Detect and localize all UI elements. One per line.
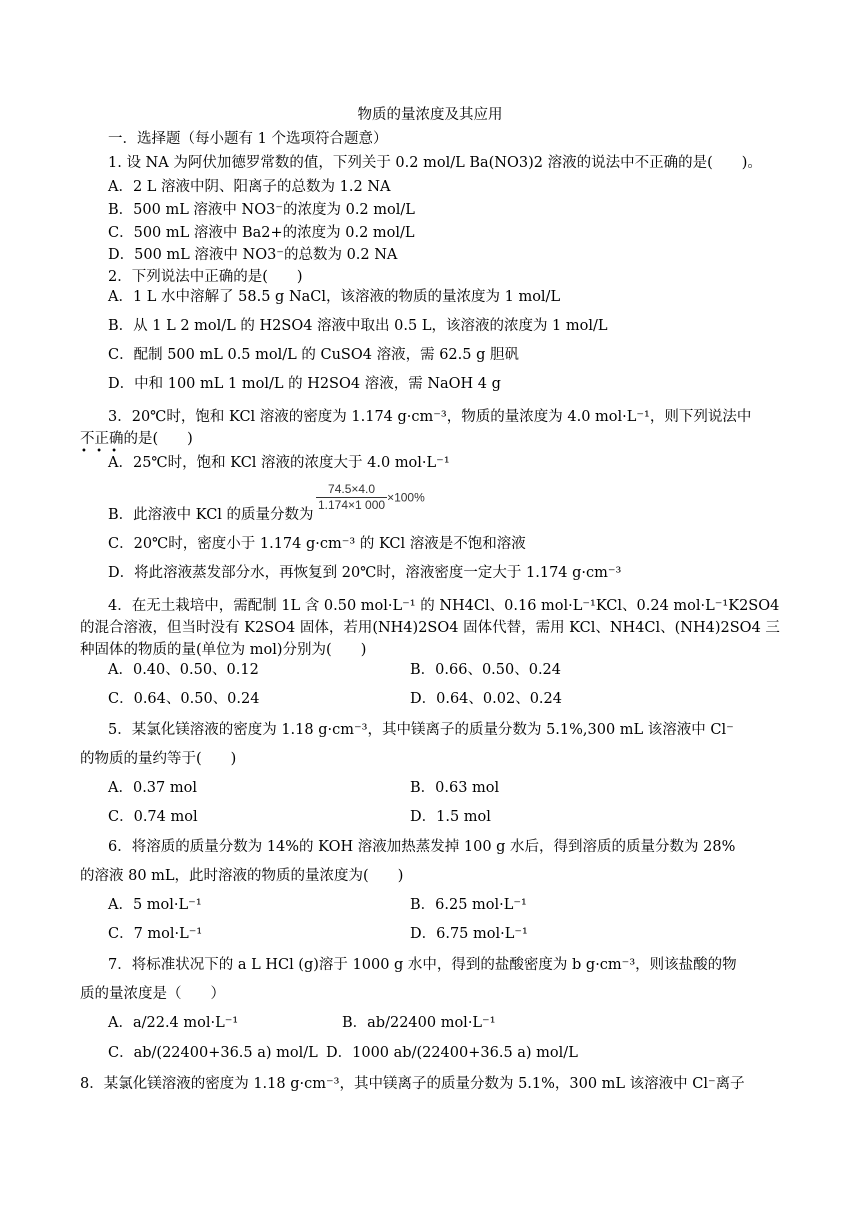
formula-fraction (316, 482, 387, 513)
q7-option-d: D．1000 ab/(22400+36.5 a) mol/L (326, 1045, 578, 1061)
q6-option-c: C．7 mol·L⁻¹ (108, 926, 203, 942)
q4-option-c: C．0.64、0.50、0.24 (108, 691, 260, 707)
section-heading: 一．选择题（每小题有 1 个选项符合题意） (108, 131, 388, 147)
q7-option-c: C．ab/(22400+36.5 a) mol/L (108, 1045, 318, 1061)
q1-option-b: B．500 mL 溶液中 NO3⁻的浓度为 0.2 mol/L (108, 202, 415, 218)
q7-stem-line1: 7．将标准状况下的 a L HCl (g)溶于 1000 g 水中，得到的盐酸密度为 b g·cm⁻³，则该盐酸的物 (108, 957, 737, 973)
page-title: 物质的量浓度及其应用 (357, 107, 503, 123)
q6-option-b: B．6.25 mol·L⁻¹ (410, 897, 527, 913)
q1-stem: 1. 设 NA 为阿伏加德罗常数的值，下列关于 0.2 mol/L Ba(NO3)2 溶液的说法中不正确的是( )。 (108, 155, 762, 171)
q4-stem-line2: 的混合溶液，但当时没有 K2SO4 固体，若用(NH4)2SO4 固体代替，需用 KCl、NH4Cl、(NH4)2SO4 三 (80, 620, 780, 636)
q3-option-b: B．此溶液中 KCl 的质量分数为 (108, 507, 314, 523)
q5-option-a: A．0.37 mol (108, 780, 197, 796)
q4-option-b: B．0.66、0.50、0.24 (410, 662, 562, 678)
q5-option-c: C．0.74 mol (108, 809, 198, 825)
q4-stem-line3: 种固体的物质的量(单位为 mol)分别为( ) (80, 642, 367, 658)
q1-option-c: C．500 mL 溶液中 Ba2+的浓度为 0.2 mol/L (108, 225, 415, 241)
q6-option-a: A．5 mol·L⁻¹ (108, 897, 202, 913)
q4-option-d: D．0.64、0.02、0.24 (410, 691, 562, 707)
formula-numerator: 74.5×4.0 (316, 482, 387, 498)
q3-option-d: D．将此溶液蒸发部分水，再恢复到 20℃时，溶液密度一定大于 1.174 g·cm⁻³ (108, 565, 622, 581)
formula-denominator: 1.174×1 000 (318, 498, 386, 512)
q2-option-d: D．中和 100 mL 1 mol/L 的 H2SO4 溶液，需 NaOH 4 g (108, 376, 501, 392)
q3-stem-line1: 3．20℃时，饱和 KCl 溶液的密度为 1.174 g·cm⁻³，物质的量浓度为 4.0 mol·L⁻¹，则下列说法中 (108, 409, 752, 425)
q2-option-a: A．1 L 水中溶解了 58.5 g NaCl，该溶液的物质的量浓度为 1 mol/L (108, 289, 561, 305)
q1-option-a: A．2 L 溶液中阴、阳离子的总数为 1.2 NA (108, 179, 391, 195)
q3-option-a: A．25℃时，饱和 KCl 溶液的浓度大于 4.0 mol·L⁻¹ (108, 455, 450, 471)
q8-stem-line1: 8．某氯化镁溶液的密度为 1.18 g·cm⁻³，其中镁离子的质量分数为 5.1%，300 mL 该溶液中 Cl⁻离子 (80, 1076, 745, 1092)
q5-stem-line2: 的物质的量约等于( ) (80, 751, 237, 767)
mass-fraction-formula (316, 482, 425, 513)
q2-option-c: C．配制 500 mL 0.5 mol/L 的 CuSO4 溶液，需 62.5 g 胆矾 (108, 347, 519, 363)
q7-stem-line2: 质的量浓度是（ ） (80, 986, 225, 1002)
q5-option-b: B．0.63 mol (410, 780, 500, 796)
q4-stem-line1: 4．在无土栽培中，需配制 1L 含 0.50 mol·L⁻¹ 的 NH4Cl、0.16 mol·L⁻¹KCl、0.24 mol·L⁻¹K2SO4 (108, 598, 780, 614)
q4-option-a: A．0.40、0.50、0.12 (108, 662, 259, 678)
q6-stem-line2: 的溶液 80 mL，此时溶液的物质的量浓度为( ) (80, 868, 404, 884)
q1-option-d: D．500 mL 溶液中 NO3⁻的总数为 0.2 NA (108, 247, 398, 263)
q7-option-a: A．a/22.4 mol·L⁻¹ (108, 1015, 239, 1031)
q6-stem-line1: 6．将溶质的质量分数为 14%的 KOH 溶液加热蒸发掉 100 g 水后，得到溶质的质量分数为 28% (108, 839, 736, 855)
emphasis-dots: • • • (81, 446, 121, 457)
q2-option-b: B．从 1 L 2 mol/L 的 H2SO4 溶液中取出 0.5 L，该溶液的浓度为 1 mol/L (108, 318, 608, 334)
q3-option-c: C．20℃时，密度小于 1.174 g·cm⁻³ 的 KCl 溶液是不饱和溶液 (108, 536, 526, 552)
q6-option-d: D．6.75 mol·L⁻¹ (410, 926, 528, 942)
formula-percent: ×100% (387, 490, 425, 505)
q7-option-b: B．ab/22400 mol·L⁻¹ (342, 1015, 496, 1031)
q3-stem-line2: 不正确的是( ) (80, 431, 193, 447)
q2-stem: 2．下列说法中正确的是( ) (108, 269, 303, 285)
q5-stem-line1: 5．某氯化镁溶液的密度为 1.18 g·cm⁻³，其中镁离子的质量分数为 5.1%,300 mL 该溶液中 Cl⁻ (108, 722, 734, 738)
q5-option-d: D．1.5 mol (410, 809, 491, 825)
